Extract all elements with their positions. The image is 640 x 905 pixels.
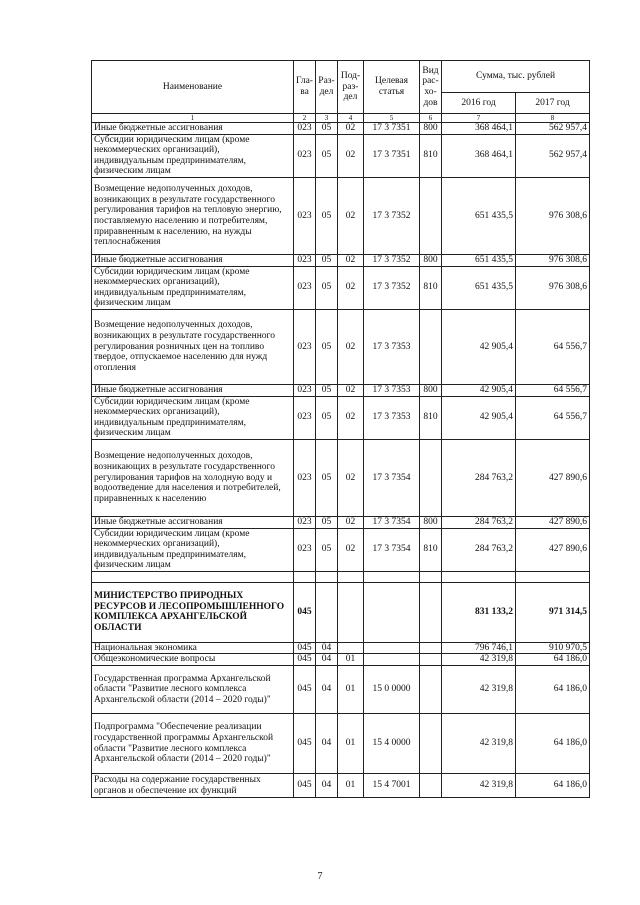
row-name: Иные бюджетные ассигнования bbox=[92, 123, 294, 135]
row-amount-2016: 42 319,8 bbox=[442, 666, 516, 714]
row-name: Общеэкономические вопросы bbox=[92, 654, 294, 666]
table-row bbox=[92, 439, 590, 516]
row-name: Государственная программа Архангельской области "Развитие лесного комплекса Архангельской области (2014 – 2020 годы)" bbox=[92, 666, 294, 714]
row-amount-2016: 42 905,4 bbox=[442, 396, 516, 439]
row-section: 05 bbox=[316, 439, 338, 516]
row-name: Подпрограмма "Обеспечение реализации государственной программы Архангельской области "Развитие лесного комплекса Архангельской области (2014 – 2020 годы)" bbox=[92, 714, 294, 774]
row-name: Иные бюджетные ассигнования bbox=[92, 254, 294, 266]
row-expense-type bbox=[420, 439, 442, 516]
row-amount-2016: 831 133,2 bbox=[442, 582, 516, 642]
row-subsection: 02 bbox=[338, 134, 364, 177]
row-amount-2017: 64 186,0 bbox=[516, 654, 590, 666]
column-index: 3 bbox=[316, 114, 338, 123]
row-section: 05 bbox=[316, 396, 338, 439]
header-sum: Сумма, тыс. рублей bbox=[442, 61, 590, 93]
row-expense-type bbox=[420, 571, 442, 582]
row-name: Субсидии юридическим лицам (кроме некоммерческих организаций), индивидуальным предпринимателям, физическим лицам bbox=[92, 134, 294, 177]
row-name: Возмещение недополученных доходов, возникающих в результате государственного регулирования розничных цен на топливо твердое, отпускаемое населению для нужд отопления bbox=[92, 309, 294, 384]
header-chapter: Гла- ва bbox=[294, 61, 316, 114]
table-row bbox=[92, 642, 590, 654]
row-section: 05 bbox=[316, 528, 338, 571]
row-section: 05 bbox=[316, 384, 338, 396]
row-amount-2016 bbox=[442, 571, 516, 582]
row-section: 05 bbox=[316, 309, 338, 384]
row-section bbox=[316, 571, 338, 582]
row-amount-2017: 971 314,5 bbox=[516, 582, 590, 642]
row-amount-2017: 64 556,7 bbox=[516, 396, 590, 439]
row-subsection: 02 bbox=[338, 266, 364, 309]
row-chapter: 023 bbox=[294, 309, 316, 384]
row-name: Возмещение недополученных доходов, возникающих в результате государственного регулирования тарифов на тепловую энергию, поставляемую населению и потребителям, приравненным к населению, на нужды теплоснабжения bbox=[92, 177, 294, 254]
row-amount-2016: 651 435,5 bbox=[442, 254, 516, 266]
row-subsection: 02 bbox=[338, 396, 364, 439]
header-year-2016: 2016 год bbox=[442, 93, 516, 114]
row-target bbox=[364, 571, 420, 582]
column-index: 6 bbox=[420, 114, 442, 123]
table-row bbox=[92, 396, 590, 439]
row-expense-type: 810 bbox=[420, 266, 442, 309]
row-amount-2017: 562 957,4 bbox=[516, 134, 590, 177]
row-target: 17 3 7353 bbox=[364, 396, 420, 439]
column-index: 8 bbox=[516, 114, 590, 123]
row-section bbox=[316, 582, 338, 642]
row-expense-type: 800 bbox=[420, 123, 442, 135]
table-row bbox=[92, 714, 590, 774]
table-row bbox=[92, 309, 590, 384]
row-expense-type bbox=[420, 774, 442, 798]
row-target: 17 3 7351 bbox=[364, 123, 420, 135]
row-section: 04 bbox=[316, 714, 338, 774]
row-section: 04 bbox=[316, 666, 338, 714]
header-name: Наименование bbox=[92, 61, 294, 114]
row-chapter: 023 bbox=[294, 516, 316, 528]
row-amount-2016: 42 905,4 bbox=[442, 384, 516, 396]
table-row bbox=[92, 123, 590, 135]
column-index-row bbox=[92, 114, 590, 123]
column-index: 7 bbox=[442, 114, 516, 123]
row-section: 05 bbox=[316, 177, 338, 254]
row-subsection: 02 bbox=[338, 309, 364, 384]
table-row bbox=[92, 254, 590, 266]
row-chapter: 045 bbox=[294, 582, 316, 642]
row-section: 04 bbox=[316, 642, 338, 654]
table-row bbox=[92, 266, 590, 309]
row-target bbox=[364, 654, 420, 666]
row-amount-2016: 42 905,4 bbox=[442, 309, 516, 384]
row-subsection: 02 bbox=[338, 384, 364, 396]
row-subsection: 01 bbox=[338, 654, 364, 666]
row-amount-2017: 64 556,7 bbox=[516, 309, 590, 384]
row-target: 17 3 7353 bbox=[364, 384, 420, 396]
row-amount-2016: 284 763,2 bbox=[442, 528, 516, 571]
row-section: 04 bbox=[316, 774, 338, 798]
row-expense-type bbox=[420, 642, 442, 654]
row-target bbox=[364, 582, 420, 642]
row-chapter: 045 bbox=[294, 642, 316, 654]
row-name: Субсидии юридическим лицам (кроме некоммерческих организаций), индивидуальным предпринимателям, физическим лицам bbox=[92, 266, 294, 309]
row-subsection: 02 bbox=[338, 516, 364, 528]
column-index: 5 bbox=[364, 114, 420, 123]
row-chapter: 023 bbox=[294, 254, 316, 266]
row-expense-type bbox=[420, 582, 442, 642]
row-amount-2017: 64 556,7 bbox=[516, 384, 590, 396]
header-expense-type: Вид рас- хо- дов bbox=[420, 61, 442, 114]
row-target: 17 3 7351 bbox=[364, 134, 420, 177]
row-section: 05 bbox=[316, 516, 338, 528]
row-chapter: 045 bbox=[294, 714, 316, 774]
row-amount-2016: 368 464,1 bbox=[442, 123, 516, 135]
blank-row bbox=[92, 571, 590, 582]
row-subsection: 02 bbox=[338, 254, 364, 266]
row-chapter: 023 bbox=[294, 177, 316, 254]
table-row bbox=[92, 666, 590, 714]
row-expense-type: 810 bbox=[420, 396, 442, 439]
row-chapter: 023 bbox=[294, 123, 316, 135]
row-chapter: 045 bbox=[294, 654, 316, 666]
row-expense-type: 800 bbox=[420, 516, 442, 528]
row-expense-type bbox=[420, 654, 442, 666]
row-amount-2017: 562 957,4 bbox=[516, 123, 590, 135]
table-row bbox=[92, 654, 590, 666]
row-subsection: 01 bbox=[338, 666, 364, 714]
row-chapter: 023 bbox=[294, 266, 316, 309]
row-amount-2016: 651 435,5 bbox=[442, 177, 516, 254]
row-subsection: 02 bbox=[338, 439, 364, 516]
row-amount-2016: 42 319,8 bbox=[442, 774, 516, 798]
table-body bbox=[92, 123, 590, 798]
row-chapter: 023 bbox=[294, 439, 316, 516]
row-amount-2017: 976 308,6 bbox=[516, 266, 590, 309]
row-amount-2017: 427 890,6 bbox=[516, 528, 590, 571]
row-target: 17 3 7354 bbox=[364, 528, 420, 571]
column-index: 2 bbox=[294, 114, 316, 123]
header-subsection: Под- раз- дел bbox=[338, 61, 364, 114]
row-section: 05 bbox=[316, 266, 338, 309]
row-target: 17 3 7354 bbox=[364, 439, 420, 516]
row-target: 15 4 0000 bbox=[364, 714, 420, 774]
row-target: 17 3 7352 bbox=[364, 254, 420, 266]
row-expense-type: 800 bbox=[420, 384, 442, 396]
row-chapter: 023 bbox=[294, 134, 316, 177]
row-amount-2016: 284 763,2 bbox=[442, 516, 516, 528]
table-row bbox=[92, 516, 590, 528]
row-subsection: 02 bbox=[338, 177, 364, 254]
row-target: 17 3 7353 bbox=[364, 309, 420, 384]
row-chapter: 023 bbox=[294, 384, 316, 396]
row-expense-type bbox=[420, 666, 442, 714]
row-subsection: 01 bbox=[338, 714, 364, 774]
row-subsection: 01 bbox=[338, 774, 364, 798]
row-target: 15 0 0000 bbox=[364, 666, 420, 714]
row-amount-2016: 651 435,5 bbox=[442, 266, 516, 309]
row-name: Иные бюджетные ассигнования bbox=[92, 516, 294, 528]
table-row bbox=[92, 528, 590, 571]
row-name: Национальная экономика bbox=[92, 642, 294, 654]
row-name: Иные бюджетные ассигнования bbox=[92, 384, 294, 396]
row-expense-type bbox=[420, 177, 442, 254]
row-name: Субсидии юридическим лицам (кроме некоммерческих организаций), индивидуальным предпринимателям, физическим лицам bbox=[92, 528, 294, 571]
row-chapter: 023 bbox=[294, 528, 316, 571]
row-expense-type: 800 bbox=[420, 254, 442, 266]
row-target: 17 3 7352 bbox=[364, 177, 420, 254]
row-section: 05 bbox=[316, 254, 338, 266]
row-subsection bbox=[338, 571, 364, 582]
row-section: 05 bbox=[316, 134, 338, 177]
row-target: 17 3 7354 bbox=[364, 516, 420, 528]
row-subsection bbox=[338, 582, 364, 642]
row-amount-2017: 64 186,0 bbox=[516, 666, 590, 714]
row-expense-type: 810 bbox=[420, 528, 442, 571]
table-row bbox=[92, 177, 590, 254]
row-amount-2017: 64 186,0 bbox=[516, 714, 590, 774]
row-subsection bbox=[338, 642, 364, 654]
row-section: 05 bbox=[316, 123, 338, 135]
table-row bbox=[92, 582, 590, 642]
row-subsection: 02 bbox=[338, 123, 364, 135]
row-name: Расходы на содержание государственных органов и обеспечение их функций bbox=[92, 774, 294, 798]
row-amount-2017: 910 970,5 bbox=[516, 642, 590, 654]
row-amount-2016: 368 464,1 bbox=[442, 134, 516, 177]
row-amount-2017: 427 890,6 bbox=[516, 439, 590, 516]
row-amount-2016: 284 763,2 bbox=[442, 439, 516, 516]
row-target: 17 3 7352 bbox=[364, 266, 420, 309]
row-chapter: 023 bbox=[294, 396, 316, 439]
row-expense-type bbox=[420, 309, 442, 384]
table-row bbox=[92, 384, 590, 396]
row-chapter: 045 bbox=[294, 774, 316, 798]
table-row bbox=[92, 134, 590, 177]
row-chapter: 045 bbox=[294, 666, 316, 714]
row-target bbox=[364, 642, 420, 654]
row-amount-2016: 42 319,8 bbox=[442, 714, 516, 774]
column-index: 1 bbox=[92, 114, 294, 123]
row-section: 04 bbox=[316, 654, 338, 666]
row-chapter bbox=[294, 571, 316, 582]
column-index: 4 bbox=[338, 114, 364, 123]
page-number: 7 bbox=[317, 871, 323, 882]
row-name: Возмещение недополученных доходов, возникающих в результате государственного регулирования тарифов на холодную воду и водоотведение для населения и потребителей, приравненных к населению bbox=[92, 439, 294, 516]
row-amount-2016: 42 319,8 bbox=[442, 654, 516, 666]
header-year-2017: 2017 год bbox=[516, 93, 590, 114]
row-amount-2016: 796 746,1 bbox=[442, 642, 516, 654]
row-name: Субсидии юридическим лицам (кроме некоммерческих организаций), индивидуальным предпринимателям, физическим лицам bbox=[92, 396, 294, 439]
row-amount-2017 bbox=[516, 571, 590, 582]
row-amount-2017: 976 308,6 bbox=[516, 254, 590, 266]
row-expense-type bbox=[420, 714, 442, 774]
header-target: Целевая статья bbox=[364, 61, 420, 114]
row-amount-2017: 976 308,6 bbox=[516, 177, 590, 254]
row-target: 15 4 7001 bbox=[364, 774, 420, 798]
header-section: Раз- дел bbox=[316, 61, 338, 114]
row-name bbox=[92, 571, 294, 582]
budget-table bbox=[91, 60, 590, 798]
row-subsection: 02 bbox=[338, 528, 364, 571]
table-row bbox=[92, 774, 590, 798]
row-name: МИНИСТЕРСТВО ПРИРОДНЫХ РЕСУРСОВ И ЛЕСОПРОМЫШЛЕННОГО КОМПЛЕКСА АРХАНГЕЛЬСКОЙ ОБЛАСТИ bbox=[92, 582, 294, 642]
row-amount-2017: 427 890,6 bbox=[516, 516, 590, 528]
row-expense-type: 810 bbox=[420, 134, 442, 177]
row-amount-2017: 64 186,0 bbox=[516, 774, 590, 798]
